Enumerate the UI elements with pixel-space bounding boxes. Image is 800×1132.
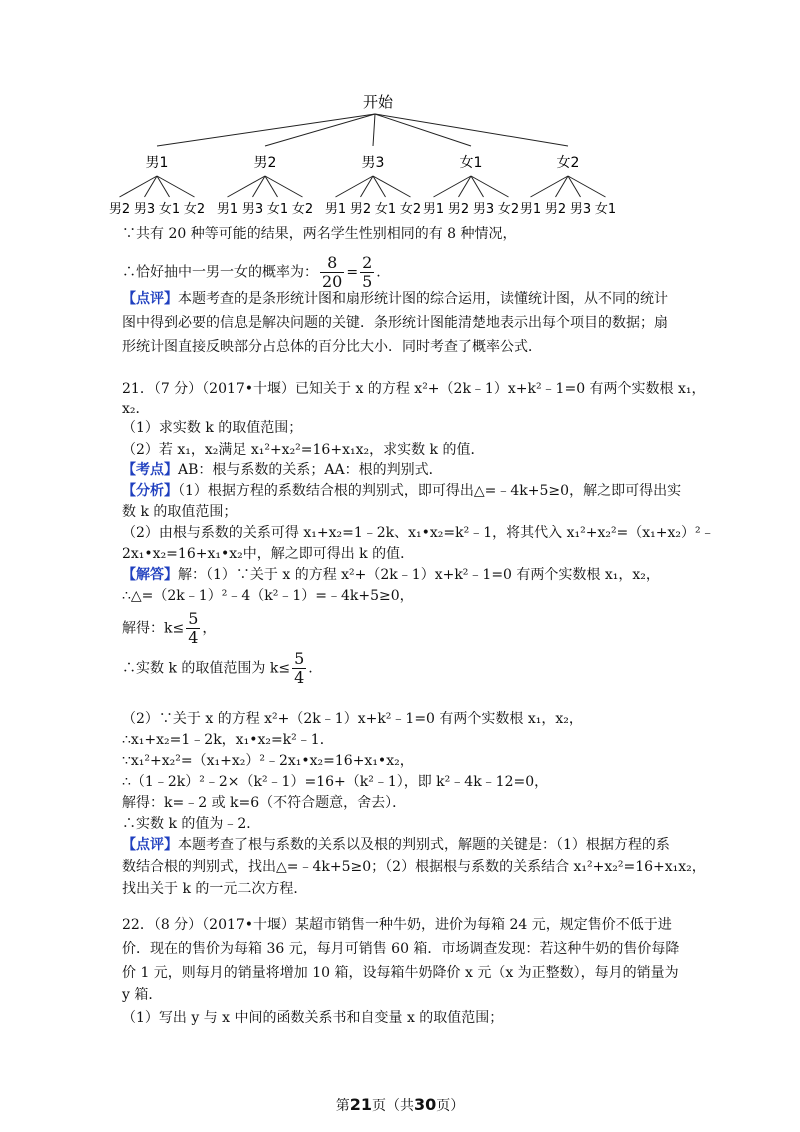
comment-tag: 【点评】 (122, 291, 178, 307)
q22-line2: 价．现在的售价为每箱 36 元，每月可销售 60 箱．市场调查发现：若这种牛奶的售价每降 (122, 941, 680, 957)
q20-prob-prefix: ∴恰好抽中一男一女的概率为： (122, 264, 318, 281)
q21-p2-line4: ∴（1﹣2k）²﹣2×（k²﹣1）=16+（k²﹣1），即 k²﹣4k﹣12=0， (122, 774, 549, 790)
q21-p2-line6: ∴实数 k 的值为﹣2． (122, 816, 261, 832)
tree-node-3: 男3 (361, 155, 385, 171)
q20-eq: = (346, 264, 359, 281)
q22-line1: 22．（8 分）（2017•十堰）某超市销售一种牛奶，进价为每箱 24 元，规定售价不低于进 (122, 917, 672, 933)
tree-leaf: 男2 (108, 202, 131, 217)
tree-leaf: 男1 (422, 202, 445, 217)
tree-node-4: 女1 (459, 155, 483, 171)
q21-fenxi-line4: 2x₁•x₂=16+x₁•x₂中，解之即可得出 k 的值． (122, 546, 415, 562)
q22-line3: 价 1 元，则每月的销量将增加 10 箱，设每箱牛奶降价 x 元（x 为正整数），每月的销量为 (122, 965, 679, 981)
tree-leaf: 男3 (133, 202, 156, 217)
tree-leaf: 女2 (183, 202, 206, 217)
tree-leaf: 男2 (349, 202, 372, 217)
tree-leaf: 男1 (216, 202, 239, 217)
q22-line5: （1）写出 y 与 x 中间的函数关系书和自变量 x 的取值范围； (122, 1010, 504, 1026)
q21-frac-5-4a: $\frac{5}{4}$ (188, 609, 199, 647)
tree-leaf: 男2 (544, 202, 567, 217)
q21-jieda-line3: 解得：k≤ $\frac{5}{4}$ ， (122, 609, 217, 647)
tree-leaf: 男3 (569, 202, 592, 217)
q20-probability: ∴恰好抽中一男一女的概率为： $\frac{8}{20}$ = $\frac{2}{5}$ . (122, 253, 381, 291)
tree-leaf: 女1 (266, 202, 289, 217)
q21-p2-line5: 解得：k=﹣2 或 k=6（不符合题意，舍去）． (122, 795, 407, 811)
q21-part2: （2）若 x₁，x₂满足 x₁²+x₂²=16+x₁x₂，求实数 k 的值． (122, 442, 485, 458)
q21-title-line2: x₂． (122, 401, 150, 417)
q20-comment-line3: 形统计图直接反映部分占总体的百分比大小．同时考查了概率公式． (122, 339, 542, 355)
q21-p2-line1: （2）∵关于 x 的方程 x²+（2k﹣1）x+k²﹣1=0 有两个实数根 x₁，x₂， (122, 711, 583, 727)
tree-leaf: 女2 (497, 202, 520, 217)
q20-line1: ∵共有 20 种等可能的结果，两名学生性别相同的有 8 种情况， (122, 226, 517, 242)
tree-node-1: 男1 (145, 155, 169, 171)
q21-title-line1: 21．（7 分）（2017•十堰）已知关于 x 的方程 x²+（2k﹣1）x+k²﹣1=0 有两个实数根 x₁， (122, 381, 706, 397)
q21-kaodian: 【考点】AB：根与系数的关系；AA：根的判别式． (122, 462, 443, 478)
page-total: 30 (414, 1095, 437, 1114)
q21-dianping-line2: 数结合根的判别式，找出△=﹣4k+5≥0；（2）根据根与系数的关系结合 x₁²+x₂²=16+x₁x₂， (122, 859, 706, 875)
tree-leaf: 男1 (519, 202, 542, 217)
tree-leaf: 男2 (447, 202, 470, 217)
q20-frac2: $\frac{2}{5}$ (362, 253, 373, 291)
q21-jieda-line1: 【解答】解：（1）∵关于 x 的方程 x²+（2k﹣1）x+k²﹣1=0 有两个实数根 x₁，x₂， (122, 567, 660, 583)
page-footer: 第21页（共30页） (335, 1095, 465, 1114)
tree-node-5: 女2 (556, 155, 580, 171)
q21-frac-5-4b: $\frac{5}{4}$ (294, 649, 305, 687)
q21-dianping-line1: 【点评】本题考查了根与系数的关系以及根的判别式，解题的关键是：（1）根据方程的系 (122, 837, 670, 853)
tree-root: 开始 (362, 93, 394, 111)
q21-dianping-line3: 找出关于 k 的一元二次方程． (122, 881, 308, 897)
tree-leaf: 男3 (472, 202, 495, 217)
q20-comment-line1: 【点评】本题考查的是条形统计图和扇形统计图的综合运用，读懂统计图，从不同的统计 (122, 291, 668, 307)
q21-part1: （1）求实数 k 的取值范围； (122, 420, 303, 436)
q21-p2-line3: ∵x₁²+x₂²=（x₁+x₂）²﹣2x₁•x₂=16+x₁•x₂， (122, 753, 414, 769)
tree-leaf: 女1 (374, 202, 397, 217)
tree-node-2: 男2 (253, 155, 277, 171)
q21-jieda-line4: ∴实数 k 的取值范围为 k≤ $\frac{5}{4}$ . (122, 649, 313, 687)
tree-leaf: 男3 (241, 202, 264, 217)
q21-fenxi-line3: （2）由根与系数的关系可得 x₁+x₂=1﹣2k、x₁•x₂=k²﹣1，将其代入 x₁²+x₂²=（x₁+x₂）²﹣ (122, 525, 715, 541)
tree-leaf: 女2 (399, 202, 422, 217)
q21-fenxi-line2: 数 k 的取值范围； (122, 504, 238, 520)
q22-line4: y 箱． (122, 987, 163, 1003)
tree-diagram (0, 0, 800, 230)
q20-frac1: $\frac{8}{20}$ (322, 253, 343, 291)
q21-jieda-line2: ∴△=（2k﹣1）²﹣4（k²﹣1）=﹣4k+5≥0， (122, 588, 414, 604)
tree-leaf: 女1 (158, 202, 181, 217)
q20-comment-line2: 图中得到必要的信息是解决问题的关键．条形统计图能清楚地表示出每个项目的数据；扇 (122, 315, 668, 331)
tree-leaf: 女2 (291, 202, 314, 217)
tree-leaf: 男1 (324, 202, 347, 217)
q21-fenxi-line1: 【分析】（1）根据方程的系数结合根的判别式，即可得出△=﹣4k+5≥0，解之即可得出实 (122, 483, 682, 499)
q21-p2-line2: ∴x₁+x₂=1﹣2k，x₁•x₂=k²﹣1． (122, 732, 334, 748)
page-number: 21 (349, 1095, 372, 1114)
tree-leaf: 女1 (594, 202, 617, 217)
